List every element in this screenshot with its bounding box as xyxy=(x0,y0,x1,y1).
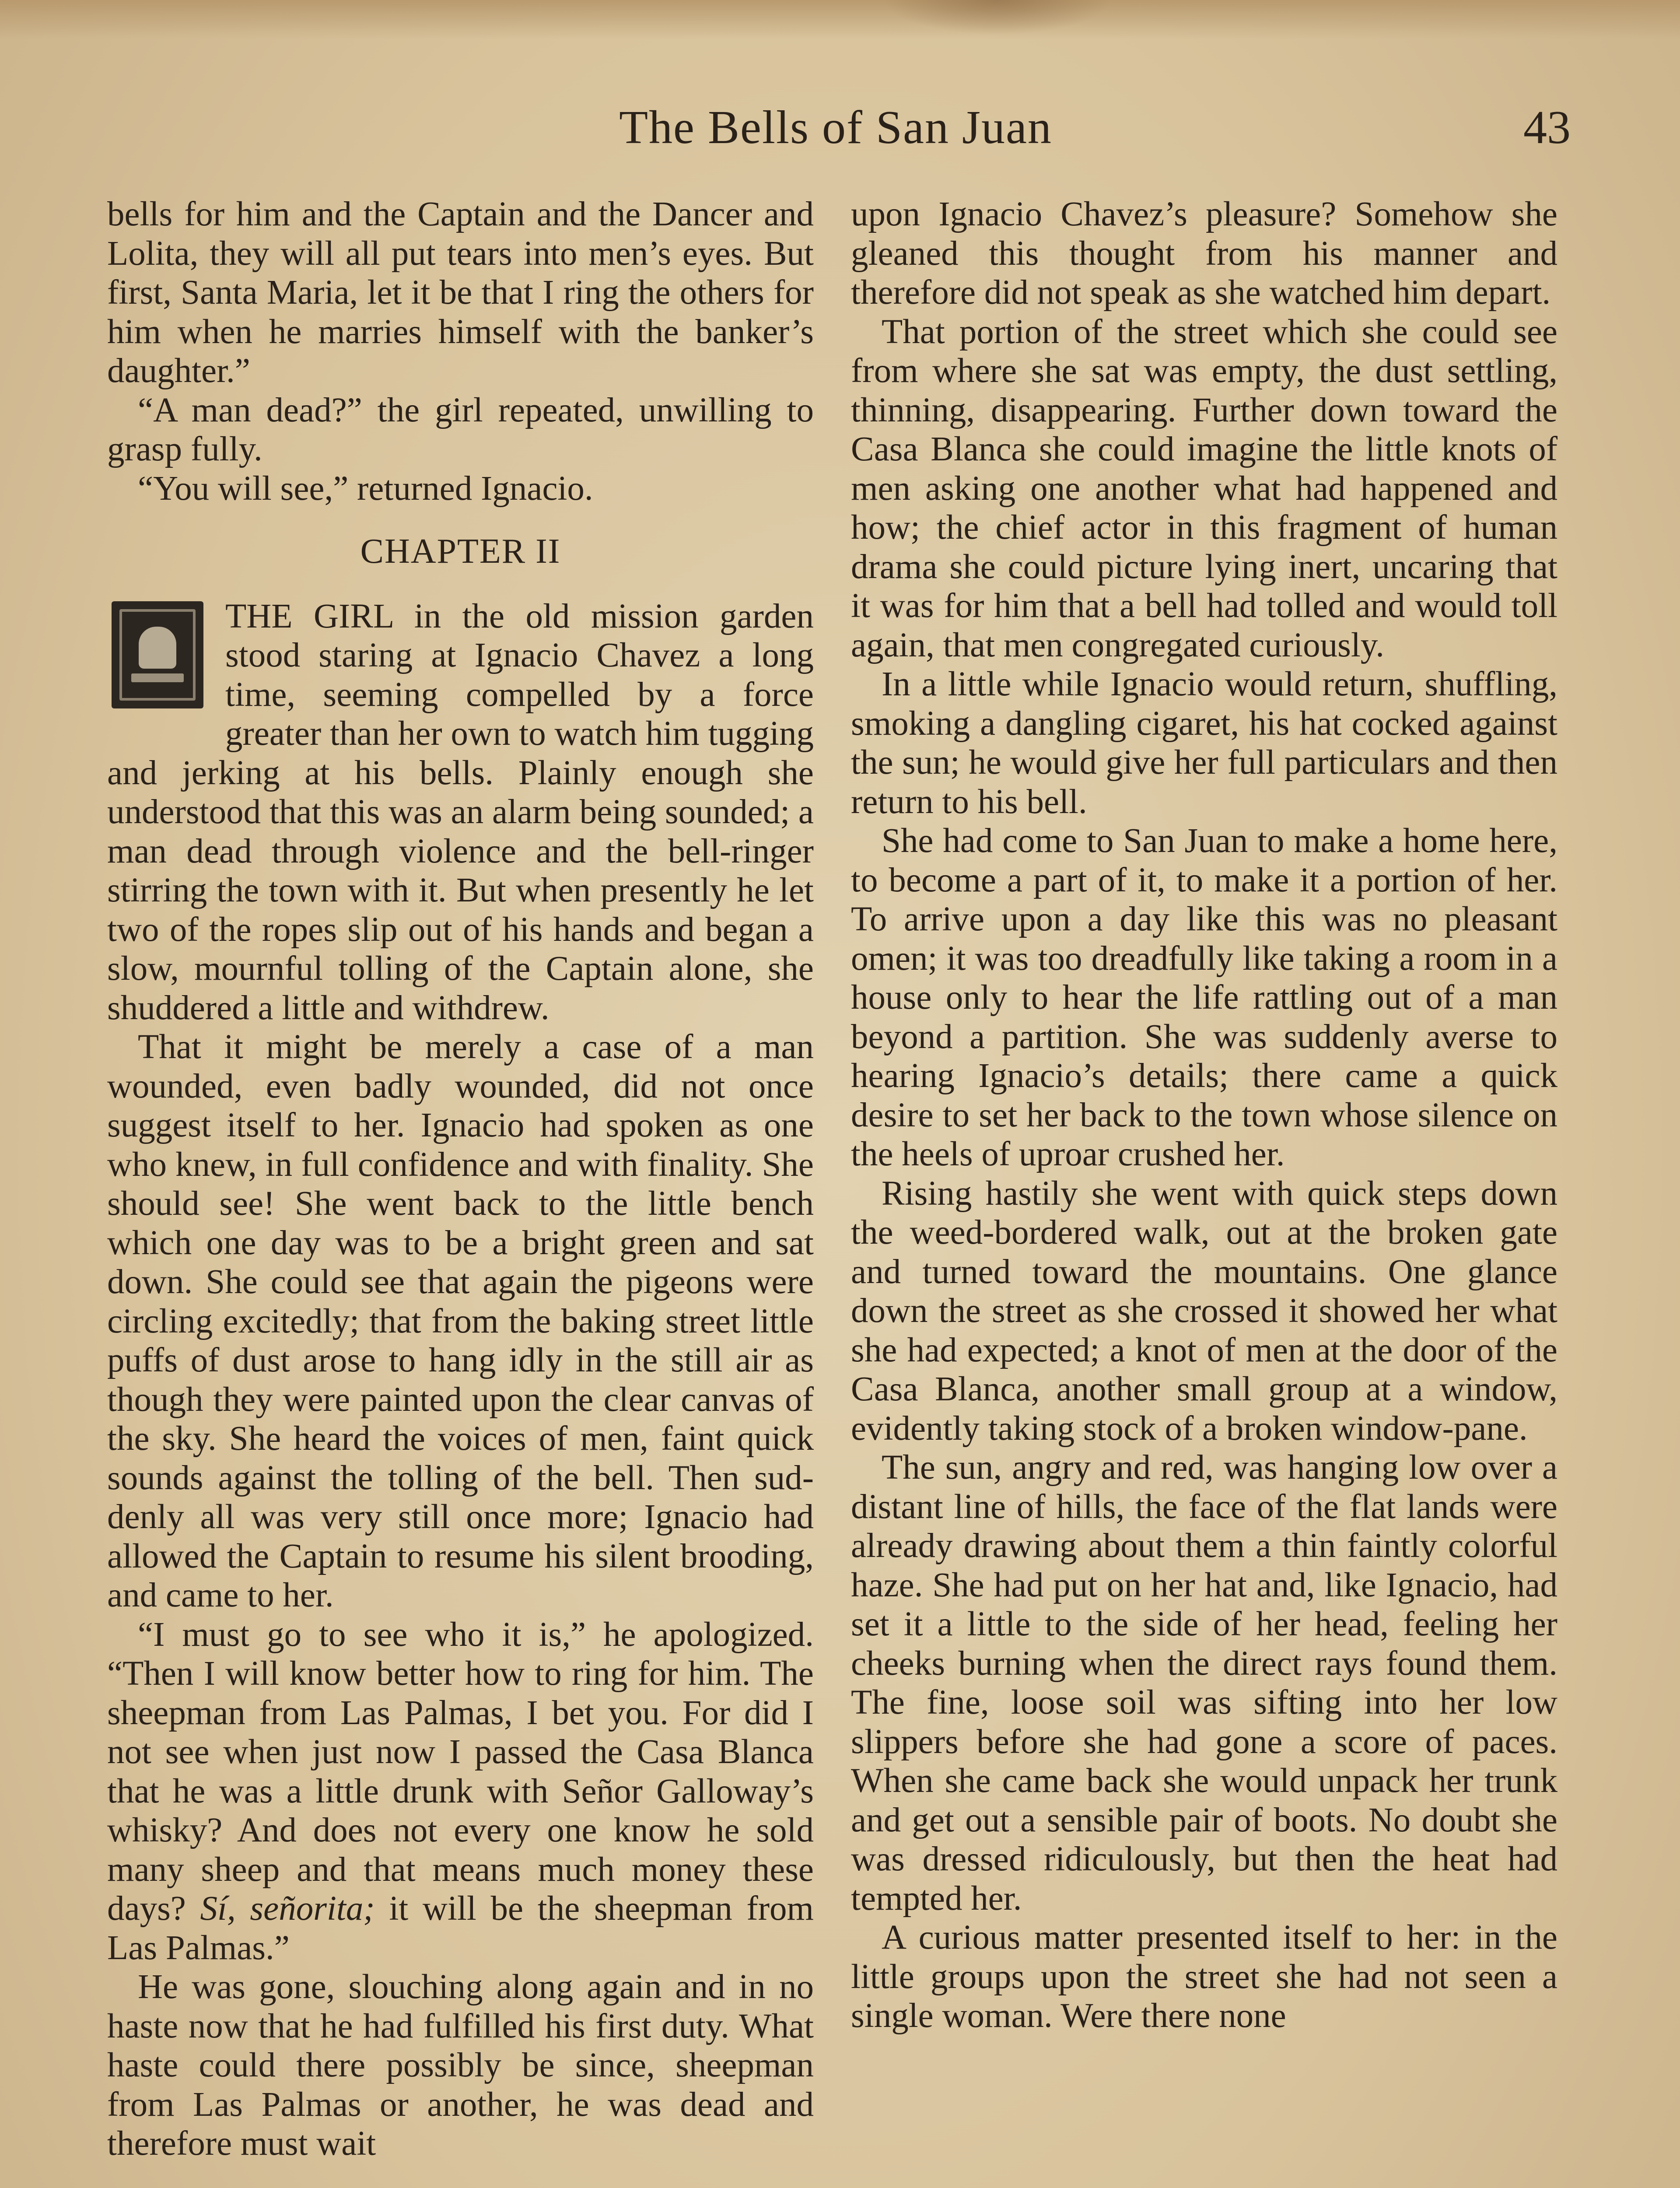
paragraph: upon Ignacio Chavez’s pleasure? Somehow she gleaned this thought from his manner and therefore did not speak as she watched him depart. xyxy=(851,195,1558,312)
chapter-heading: CHAPTER II xyxy=(360,532,561,571)
ornamental-initial-icon xyxy=(112,601,203,708)
paragraph: “You will see,” returned Ignacio. xyxy=(138,469,593,508)
paragraph: She had come to San Juan to make a home here, to become a part of it, to make it a portion of her. To arrive upon a day like this was no pleasant omen; it was too dreadfully like taking a room in a house only to hear the life rattling out of a man beyond a partition. She was suddenly averse to hearing Ignacio’s details; there came a quick desire to set her back to the town whose silence on the heels of uproar crushed her. xyxy=(851,822,1558,1173)
left-column xyxy=(107,195,814,2163)
paragraph: That it might be merely a case of a man wounded, even badly wounded, did not once suggest itself to her. Ignacio had spoken as one who knew, in full confidence and with finality. She should see! She went back to the little bench which one day was to be a bright green and sat down. She could see that again the pigeons were circling excitedly; that from the baking street little puffs of dust arose to hang idly in the still air as though they were painted upon the clear canvas of the sky. She heard the voices of men, faint quick sounds against the tolling of the bell. Then suddenly all was very still once more; Ignacio had allowed the Captain to resume his silent brooding, and came to her. xyxy=(107,1028,814,1614)
paper-stain xyxy=(884,0,1111,35)
dialogue-text: it will be the sheepman from Las Palmas.” xyxy=(107,1890,814,1967)
paragraph: That portion of the street which she could see from where she sat was empty, the dust settling, thinning, disappearing. Further down toward the Casa Blanca she could imagine the little knots of men asking one another what had happened and how; the chief actor in this fragment of human drama she could picture lying inert, uncaring that it was for him that a bell had tolled and would toll again, that men congregated curiously. xyxy=(851,312,1558,664)
dialogue-text: “I must go to see who it is,” he apologized. “Then I will know better how to ring for him. The sheepman from Las Palmas, I bet you. For did I not see when just now I passed the Casa Blanca that he was a little drunk with Señor Galloway’s whisky? And does not every one know he sold many sheep and that means much money these days? xyxy=(107,1615,814,1928)
paragraph: He was gone, slouching along again and in no haste now that he had fulfilled his first duty. What haste could there possibly be since, sheepman from Las Palmas or another, he was dead and therefore must wait xyxy=(107,1968,814,2163)
running-title: The Bells of San Juan xyxy=(619,102,1052,154)
page-header xyxy=(101,88,1571,166)
paragraph: A curious matter presented itself to her: in the little groups upon the street she had not seen a single woman. Were there none xyxy=(851,1918,1558,2035)
paragraph-text: THE GIRL in the old mission garden stood staring at Ignacio Chavez a long time, seeming compelled by a force greater than her own to watch him tugging and jerking at his bells. Plainly enough she understood that this was an alarm being sounded; a man dead through violence and the bell-ringer stirring the town with it. But when presently he let two of the ropes slip out of his hands and began a slow, mournful tolling of the Captain alone, she shuddered a little and withdrew. xyxy=(107,597,814,1027)
page-number: 43 xyxy=(1523,102,1571,154)
italic-phrase: Sí, señorita; xyxy=(200,1890,375,1928)
paragraph: “A man dead?” the girl repeated, unwilling to grasp fully. xyxy=(107,391,814,468)
page-edge-shadow xyxy=(0,0,1680,39)
paragraph: bells for him and the Captain and the Dancer and Lolita, they will all put tears into men’s eyes. But first, Santa Maria, let it be that I ring the others for him when he marries himself with the banker’s daughter.” xyxy=(107,195,814,390)
paragraph xyxy=(107,1615,814,1968)
paragraph: In a little while Ignacio would return, shuffling, smoking a dangling cigaret, his hat cocked against the sun; he would give her full particulars and then return to his bell. xyxy=(851,665,1558,821)
right-column xyxy=(851,195,1558,2036)
paragraph: The sun, angry and red, was hanging low over a distant line of hills, the face of the flat lands were already drawing about them a thin faintly colorful haze. She had put on her hat and, like Ignacio, had set it a little to the side of her head, feeling her cheeks burning when the direct rays found them. The fine, loose soil was sifting into her low slippers before she had gone a score of paces. When she came back she would unpack her trunk and get out a sensible pair of boots. No doubt she was dressed ridiculously, but then the heat had tempted her. xyxy=(851,1448,1558,1918)
paragraph: Rising hastily she went with quick steps down the weed-bordered walk, out at the broken gate and turned toward the mountains. One glance down the street as she crossed it showed her what she had expected; a knot of men at the door of the Casa Blanca, another small group at a window, evidently taking stock of a broken window-pane. xyxy=(851,1174,1558,1448)
chapter-opening-paragraph xyxy=(107,597,814,1028)
